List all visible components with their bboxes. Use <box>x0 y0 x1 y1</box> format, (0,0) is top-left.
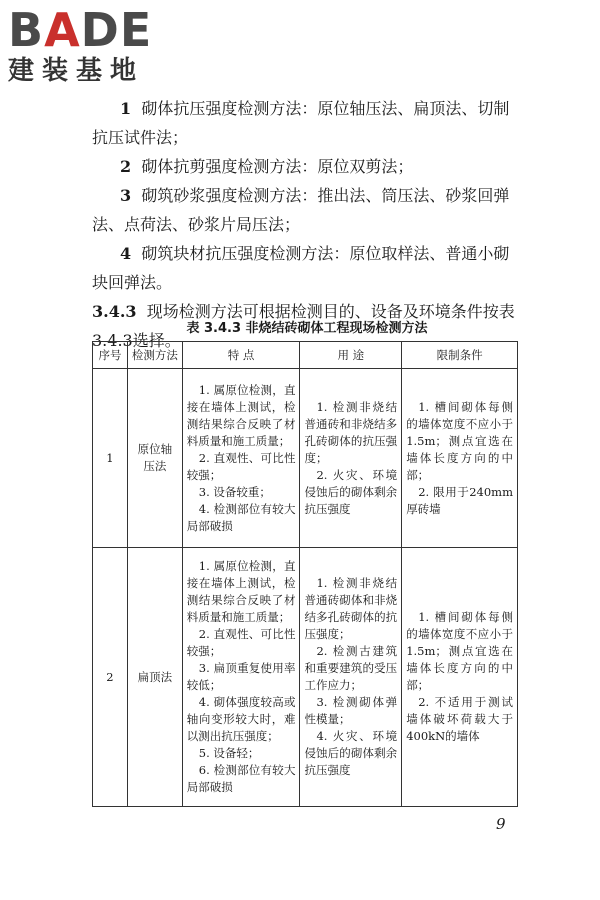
table-title: 表 3.4.3 非烧结砖砌体工程现场检测方法 <box>186 321 428 336</box>
header-features: 特 点 <box>182 342 300 369</box>
cell-features: 1. 属原位检测，直接在墙体上测试，检测结果综合反映了材料质量和施工质量； 2. 直观性、可比性较强； 3. 设备较重； 4. 检测部位有较大局部破损 <box>182 369 300 548</box>
cell-limits: 1. 槽间砌体每侧的墙体宽度不应小于1.5m；测点宜选在墙体长度方向的中部； 2. 限用于240mm厚砖墙 <box>402 369 518 548</box>
list-item: 4 砌筑块材抗压强度检测方法：原位取样法、普通小砌块回弹法。 <box>92 244 510 292</box>
cell-use: 1. 检测非烧结普通砖和非烧结多孔砖砌体的抗压强度； 2. 火灾、环境侵蚀后的砌体剩余抗压强度 <box>300 369 402 548</box>
cell-no: 2 <box>93 548 128 807</box>
table-header-row <box>93 342 518 369</box>
list-item: 1 砌体抗压强度检测方法：原位轴压法、扁顶法、切制抗压试件法； <box>92 99 510 147</box>
clause-paragraph: 3.4.3 现场检测方法可根据检测目的、设备及环境条件按表3.4.3选择。 <box>92 302 515 350</box>
cell-no: 1 <box>93 369 128 548</box>
cell-method: 原位轴压法 <box>127 369 182 548</box>
logo-subtitle: 建装基地 <box>8 56 145 86</box>
table-row <box>93 548 518 807</box>
header-use: 用 途 <box>300 342 402 369</box>
brand-logo <box>8 3 178 88</box>
logo-wordmark: BADE <box>8 3 153 57</box>
table-row <box>93 369 518 548</box>
header-limits: 限制条件 <box>402 342 518 369</box>
header-no: 序号 <box>93 342 128 369</box>
body-text <box>92 94 522 355</box>
cell-limits: 1. 槽间砌体每侧的墙体宽度不应小于1.5m；测点宜选在墙体长度方向的中部； 2. 不适用于测试墙体破坏荷载大于400kN的墙体 <box>402 548 518 807</box>
page-number: 9 <box>496 815 506 833</box>
list-item: 3 砌筑砂浆强度检测方法：推出法、筒压法、砂浆回弹法、点荷法、砂浆片局压法； <box>92 186 510 234</box>
header-method: 检测方法 <box>127 342 182 369</box>
cell-method: 扁顶法 <box>127 548 182 807</box>
list-item: 2 砌体抗剪强度检测方法：原位双剪法； <box>120 157 414 176</box>
methods-table <box>92 341 518 807</box>
cell-features: 1. 属原位检测，直接在墙体上测试，检测结果综合反映了材料质量和施工质量； 2. 直观性、可比性较强； 3. 扁顶重复使用率较低； 4. 砌体强度较高或轴向变形较大时，难以测出抗压强度； 5. 设备轻； 6. 检测部位有较大局部破损 <box>182 548 300 807</box>
cell-use: 1. 检测非烧结普通砖砌体和非烧结多孔砖砌体的抗压强度； 2. 检测古建筑和重要建筑的受压工作应力； 3. 检测砌体弹性模量； 4. 火灾、环境侵蚀后的砌体剩余抗压强度 <box>300 548 402 807</box>
